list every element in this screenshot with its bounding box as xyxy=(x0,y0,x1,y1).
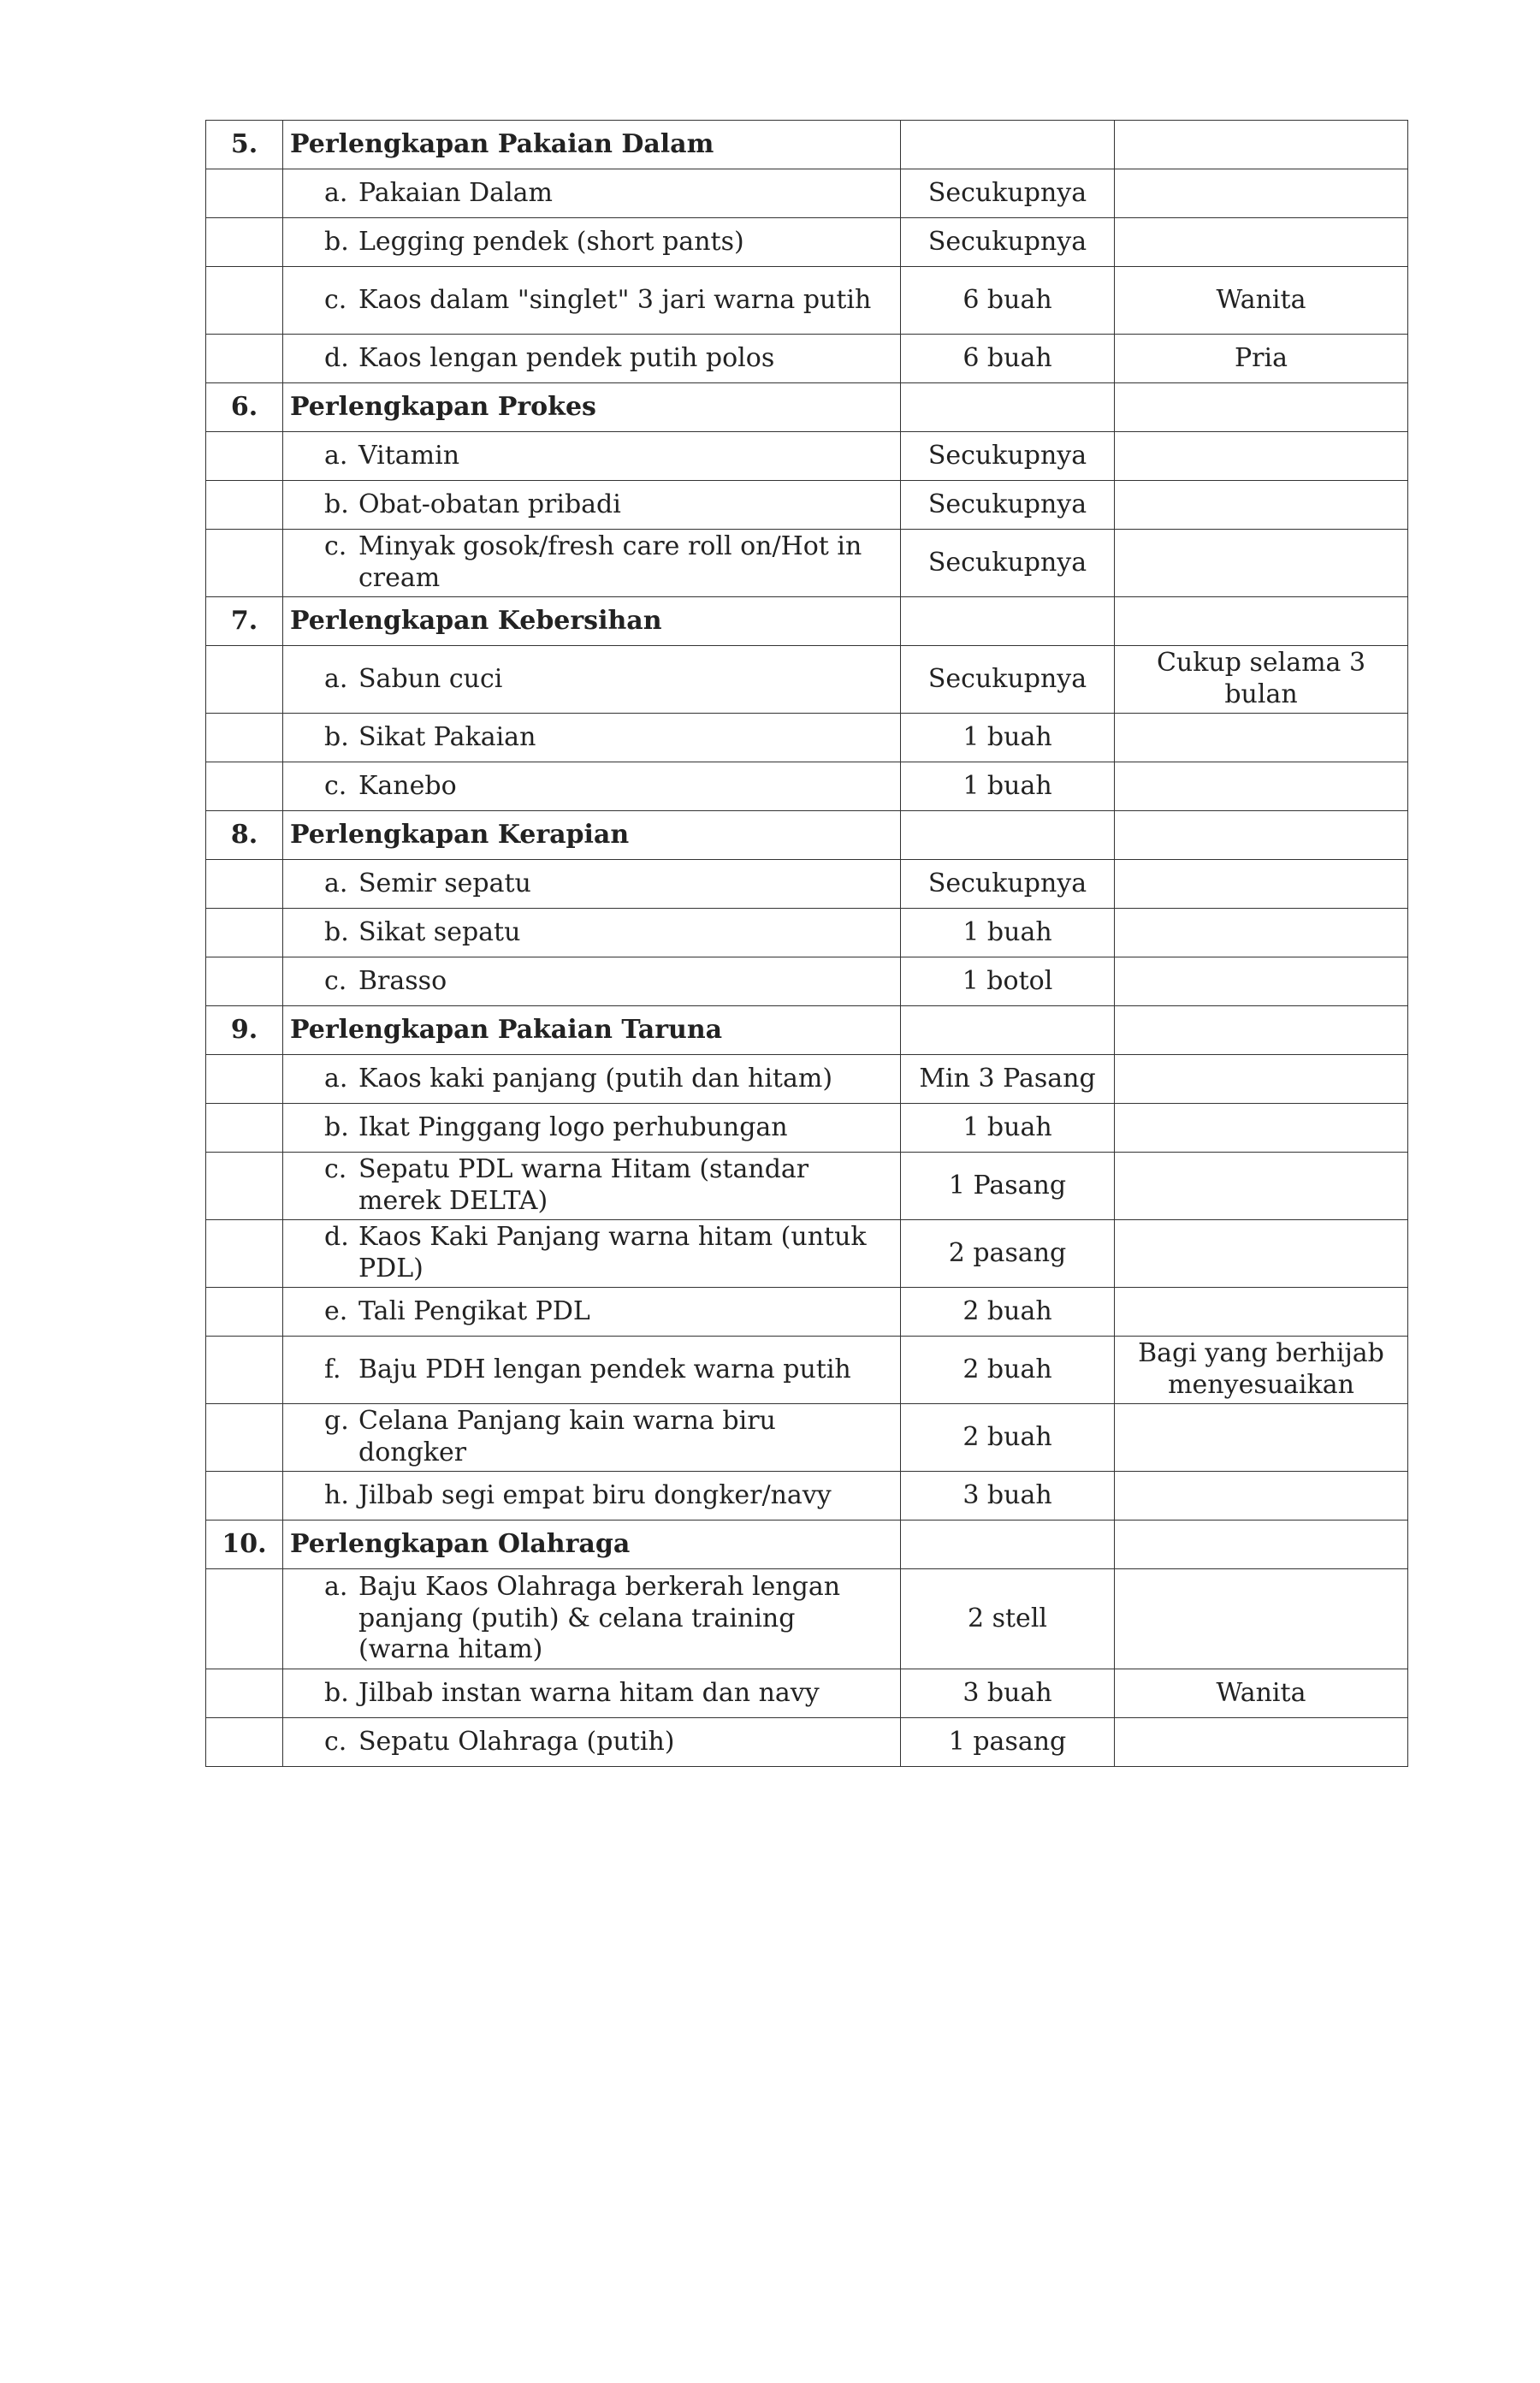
table-row xyxy=(206,714,1408,762)
item-note xyxy=(1115,1220,1408,1288)
section-number: 9. xyxy=(206,1006,283,1055)
section-title: Perlengkapan Kebersihan xyxy=(283,597,901,646)
item-quantity: 6 buah xyxy=(901,267,1115,335)
item-note xyxy=(1115,957,1408,1006)
number-cell xyxy=(206,530,283,597)
item-quantity: Secukupnya xyxy=(901,860,1115,909)
table-row xyxy=(206,1104,1408,1153)
number-cell xyxy=(206,957,283,1006)
item-note xyxy=(1115,909,1408,957)
item-text: Jilbab instan warna hitam dan navy xyxy=(358,1677,820,1708)
item-name xyxy=(283,1669,901,1718)
item-quantity: Secukupnya xyxy=(901,169,1115,218)
number-cell xyxy=(206,169,283,218)
item-quantity: 2 pasang xyxy=(901,1220,1115,1288)
item-letter: e. xyxy=(324,1295,348,1326)
item-letter: b. xyxy=(324,1111,349,1142)
item-name xyxy=(283,169,901,218)
item-letter: a. xyxy=(324,663,348,694)
item-name xyxy=(283,1337,901,1404)
item-quantity: 2 buah xyxy=(901,1288,1115,1337)
number-cell xyxy=(206,762,283,811)
table-row xyxy=(206,1337,1408,1404)
item-text: Legging pendek (short pants) xyxy=(358,226,744,257)
item-note xyxy=(1115,1718,1408,1767)
table-row xyxy=(206,957,1408,1006)
item-note xyxy=(1115,1472,1408,1520)
item-text: Minyak gosok/fresh care roll on/Hot in cream xyxy=(358,531,862,593)
item-name xyxy=(283,1569,901,1669)
number-cell xyxy=(206,218,283,267)
item-quantity: 2 stell xyxy=(901,1569,1115,1669)
number-cell xyxy=(206,1220,283,1288)
item-quantity: 1 buah xyxy=(901,762,1115,811)
section-row xyxy=(206,811,1408,860)
item-letter: c. xyxy=(324,531,347,562)
item-name xyxy=(283,1220,901,1288)
item-quantity: 1 botol xyxy=(901,957,1115,1006)
item-text: Sikat Pakaian xyxy=(358,721,536,752)
item-letter: d. xyxy=(324,1222,349,1253)
item-name xyxy=(283,957,901,1006)
quantity-cell xyxy=(901,121,1115,169)
number-cell xyxy=(206,1055,283,1104)
item-quantity: 1 Pasang xyxy=(901,1153,1115,1220)
quantity-cell xyxy=(901,597,1115,646)
number-cell xyxy=(206,267,283,335)
table-row xyxy=(206,1220,1408,1288)
item-note xyxy=(1115,1055,1408,1104)
equipment-table xyxy=(205,120,1408,1767)
item-quantity: 1 pasang xyxy=(901,1718,1115,1767)
note-cell xyxy=(1115,383,1408,432)
item-name xyxy=(283,646,901,714)
item-text: Ikat Pinggang logo perhubungan xyxy=(358,1111,788,1142)
item-letter: b. xyxy=(324,721,349,752)
item-letter: c. xyxy=(324,1154,347,1185)
item-quantity: Secukupnya xyxy=(901,646,1115,714)
note-cell xyxy=(1115,121,1408,169)
note-cell xyxy=(1115,1006,1408,1055)
section-title: Perlengkapan Kerapian xyxy=(283,811,901,860)
quantity-cell xyxy=(901,1520,1115,1569)
item-letter: a. xyxy=(324,177,348,208)
item-text: Baju Kaos Olahraga berkerah lengan panjang (putih) & celana training (warna hitam) xyxy=(358,1572,841,1665)
section-number: 7. xyxy=(206,597,283,646)
item-text: Jilbab segi empat biru dongker/navy xyxy=(358,1479,832,1510)
number-cell xyxy=(206,1153,283,1220)
item-quantity: 3 buah xyxy=(901,1472,1115,1520)
section-row xyxy=(206,121,1408,169)
item-note xyxy=(1115,432,1408,481)
item-text: Baju PDH lengan pendek warna putih xyxy=(358,1354,851,1384)
table-row xyxy=(206,646,1408,714)
section-row xyxy=(206,597,1408,646)
table-row xyxy=(206,169,1408,218)
table-row xyxy=(206,762,1408,811)
item-text: Sikat sepatu xyxy=(358,916,521,947)
item-name xyxy=(283,1288,901,1337)
item-text: Vitamin xyxy=(358,440,460,471)
table-row xyxy=(206,218,1408,267)
section-row xyxy=(206,1520,1408,1569)
number-cell xyxy=(206,860,283,909)
quantity-cell xyxy=(901,383,1115,432)
item-text: Brasso xyxy=(358,965,447,996)
item-note: Bagi yang berhijab menyesuaikan xyxy=(1115,1337,1408,1404)
item-name xyxy=(283,432,901,481)
item-note xyxy=(1115,714,1408,762)
item-name xyxy=(283,1718,901,1767)
table-row xyxy=(206,1718,1408,1767)
item-name xyxy=(283,909,901,957)
item-text: Kanebo xyxy=(358,770,457,801)
item-text: Sabun cuci xyxy=(358,663,503,694)
item-quantity: Secukupnya xyxy=(901,432,1115,481)
section-number: 10. xyxy=(206,1520,283,1569)
item-quantity: 1 buah xyxy=(901,1104,1115,1153)
item-note xyxy=(1115,860,1408,909)
item-quantity: 1 buah xyxy=(901,714,1115,762)
item-note: Wanita xyxy=(1115,267,1408,335)
item-letter: d. xyxy=(324,342,349,373)
table-row xyxy=(206,481,1408,530)
item-quantity: Secukupnya xyxy=(901,218,1115,267)
section-title: Perlengkapan Olahraga xyxy=(283,1520,901,1569)
item-note: Wanita xyxy=(1115,1669,1408,1718)
item-text: Semir sepatu xyxy=(358,868,531,898)
table-row xyxy=(206,1404,1408,1472)
item-note xyxy=(1115,1104,1408,1153)
item-text: Kaos Kaki Panjang warna hitam (untuk PDL) xyxy=(358,1222,867,1283)
table-row xyxy=(206,530,1408,597)
item-name xyxy=(283,218,901,267)
item-letter: b. xyxy=(324,489,349,519)
number-cell xyxy=(206,646,283,714)
item-note xyxy=(1115,218,1408,267)
table-row xyxy=(206,432,1408,481)
item-note xyxy=(1115,530,1408,597)
item-text: Sepatu PDL warna Hitam (standar merek DELTA) xyxy=(358,1154,809,1216)
item-quantity: 2 buah xyxy=(901,1404,1115,1472)
item-text: Celana Panjang kain warna biru dongker xyxy=(358,1406,776,1467)
table-row xyxy=(206,909,1408,957)
table-row xyxy=(206,1055,1408,1104)
item-note xyxy=(1115,1288,1408,1337)
number-cell xyxy=(206,1104,283,1153)
number-cell xyxy=(206,335,283,383)
item-letter: b. xyxy=(324,1677,349,1708)
note-cell xyxy=(1115,811,1408,860)
item-letter: g. xyxy=(324,1406,349,1437)
number-cell xyxy=(206,714,283,762)
note-cell xyxy=(1115,1520,1408,1569)
item-letter: b. xyxy=(324,226,349,257)
item-quantity: Secukupnya xyxy=(901,481,1115,530)
item-name xyxy=(283,267,901,335)
table-row xyxy=(206,335,1408,383)
section-title: Perlengkapan Pakaian Taruna xyxy=(283,1006,901,1055)
table-row xyxy=(206,1669,1408,1718)
item-letter: c. xyxy=(324,965,347,996)
item-letter: a. xyxy=(324,868,348,898)
number-cell xyxy=(206,1669,283,1718)
item-note: Pria xyxy=(1115,335,1408,383)
number-cell xyxy=(206,481,283,530)
item-letter: a. xyxy=(324,440,348,471)
item-letter: h. xyxy=(324,1479,349,1510)
item-name xyxy=(283,1404,901,1472)
item-quantity: 2 buah xyxy=(901,1337,1115,1404)
item-letter: c. xyxy=(324,770,347,801)
item-quantity: Min 3 Pasang xyxy=(901,1055,1115,1104)
section-number: 8. xyxy=(206,811,283,860)
number-cell xyxy=(206,1337,283,1404)
item-text: Pakaian Dalam xyxy=(358,177,553,208)
table-row xyxy=(206,1153,1408,1220)
quantity-cell xyxy=(901,811,1115,860)
item-name xyxy=(283,860,901,909)
table-row xyxy=(206,1288,1408,1337)
table-row xyxy=(206,1569,1408,1669)
item-name xyxy=(283,714,901,762)
item-note xyxy=(1115,1569,1408,1669)
quantity-cell xyxy=(901,1006,1115,1055)
item-letter: f. xyxy=(324,1354,341,1384)
section-row xyxy=(206,383,1408,432)
item-letter: a. xyxy=(324,1063,348,1094)
item-text: Kaos lengan pendek putih polos xyxy=(358,342,775,373)
item-quantity: 1 buah xyxy=(901,909,1115,957)
section-title: Perlengkapan Pakaian Dalam xyxy=(283,121,901,169)
item-note xyxy=(1115,1404,1408,1472)
item-quantity: 3 buah xyxy=(901,1669,1115,1718)
item-letter: b. xyxy=(324,916,349,947)
section-number: 5. xyxy=(206,121,283,169)
number-cell xyxy=(206,1404,283,1472)
item-quantity: 6 buah xyxy=(901,335,1115,383)
item-text: Kaos dalam "singlet" 3 jari warna putih xyxy=(358,284,872,315)
table-row xyxy=(206,267,1408,335)
number-cell xyxy=(206,432,283,481)
number-cell xyxy=(206,1718,283,1767)
item-text: Sepatu Olahraga (putih) xyxy=(358,1726,675,1757)
item-text: Obat-obatan pribadi xyxy=(358,489,621,519)
item-letter: c. xyxy=(324,1726,347,1757)
number-cell xyxy=(206,1472,283,1520)
item-letter: c. xyxy=(324,284,347,315)
item-name xyxy=(283,481,901,530)
item-name xyxy=(283,1104,901,1153)
note-cell xyxy=(1115,597,1408,646)
item-name xyxy=(283,1153,901,1220)
item-letter: a. xyxy=(324,1572,348,1603)
item-name xyxy=(283,1472,901,1520)
item-quantity: Secukupnya xyxy=(901,530,1115,597)
section-title: Perlengkapan Prokes xyxy=(283,383,901,432)
section-row xyxy=(206,1006,1408,1055)
item-name xyxy=(283,1055,901,1104)
item-text: Kaos kaki panjang (putih dan hitam) xyxy=(358,1063,833,1094)
table-row xyxy=(206,1472,1408,1520)
section-number: 6. xyxy=(206,383,283,432)
item-note xyxy=(1115,481,1408,530)
item-text: Tali Pengikat PDL xyxy=(358,1295,590,1326)
item-note xyxy=(1115,169,1408,218)
number-cell xyxy=(206,1569,283,1669)
item-note xyxy=(1115,1153,1408,1220)
number-cell xyxy=(206,909,283,957)
number-cell xyxy=(206,1288,283,1337)
item-name xyxy=(283,335,901,383)
item-name xyxy=(283,762,901,811)
table-row xyxy=(206,860,1408,909)
item-note xyxy=(1115,762,1408,811)
item-name xyxy=(283,530,901,597)
item-note: Cukup selama 3 bulan xyxy=(1115,646,1408,714)
